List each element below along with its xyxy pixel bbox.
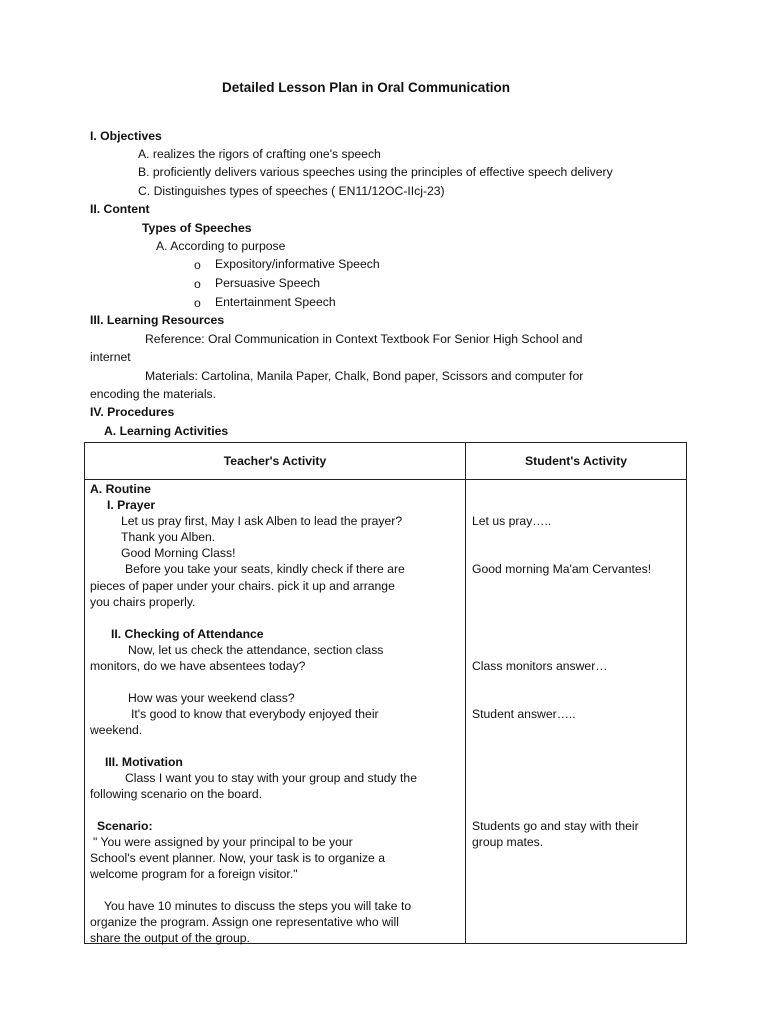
resources-heading: III. Learning Resources: [90, 313, 225, 327]
content-bullet-3: Entertainment Speech: [215, 295, 336, 309]
content-topic: Types of Speeches: [142, 221, 252, 235]
table-row: [85, 480, 687, 944]
motivation-heading: III. Motivation: [105, 755, 183, 769]
materials-line-2: encoding the materials.: [90, 387, 217, 401]
reference-line-1: Reference: Oral Communication in Context Textbook For Senior High School and: [145, 332, 583, 346]
objective-b: B. proficiently delivers various speeches using the principles of effective speech delivery: [138, 165, 613, 179]
student-line: Students go and stay with their: [472, 819, 639, 833]
routine-heading: A. Routine: [90, 482, 151, 496]
teacher-line: monitors, do we have absentees today?: [90, 659, 306, 673]
teacher-activity-cell: [85, 480, 466, 944]
teacher-line: Before you take your seats, kindly check if there are: [125, 562, 405, 576]
prayer-heading: I. Prayer: [107, 498, 156, 512]
content-bullet-2: Persuasive Speech: [215, 276, 321, 290]
teacher-line: you chairs properly.: [90, 595, 196, 609]
teacher-line: pieces of paper under your chairs. pick it up and arrange: [90, 579, 395, 593]
objectives-heading: I. Objectives: [90, 129, 162, 143]
student-line: group mates.: [472, 835, 544, 849]
procedures-heading: IV. Procedures: [90, 405, 175, 419]
content-heading: II. Content: [90, 202, 150, 216]
student-line: Good morning Ma'am Cervantes!: [472, 562, 652, 576]
teacher-line: " You were assigned by your principal to be your: [93, 835, 353, 849]
objective-a: A. realizes the rigors of crafting one's speech: [138, 147, 381, 161]
content-bullet-1: Expository/informative Speech: [215, 257, 380, 271]
bullet-icon: o: [194, 277, 201, 291]
learning-activities-table: [84, 442, 687, 944]
teacher-line: It's good to know that everybody enjoyed their: [131, 707, 379, 721]
teacher-line: share the output of the group.: [90, 931, 250, 945]
teacher-line: Thank you Alben.: [121, 530, 216, 544]
procedures-subheading: A. Learning Activities: [104, 424, 229, 438]
student-line: Student answer…..: [472, 707, 576, 721]
teacher-line: You have 10 minutes to discuss the steps you will take to: [104, 899, 412, 913]
table-header-row: [85, 443, 687, 480]
teacher-line: following scenario on the board.: [90, 787, 263, 801]
objective-c: C. Distinguishes types of speeches ( EN11/12OC-IIcj-23): [138, 184, 445, 198]
header-teacher-activity: Teacher's Activity: [85, 443, 466, 480]
header-student-activity: Student's Activity: [466, 443, 687, 480]
teacher-line: Let us pray first, May I ask Alben to lead the prayer?: [121, 514, 403, 528]
teacher-line: Class I want you to stay with your group and study the: [125, 771, 417, 785]
teacher-line: welcome program for a foreign visitor.": [90, 867, 298, 881]
teacher-line: School's event planner. Now, your task is to organize a: [90, 851, 385, 865]
student-activity-cell: [466, 480, 687, 944]
bullet-icon: o: [194, 258, 201, 272]
teacher-line: Now, let us check the attendance, section class: [128, 643, 384, 657]
teacher-line: Good Morning Class!: [121, 546, 236, 560]
student-line: Class monitors answer…: [472, 659, 608, 673]
page-title: Detailed Lesson Plan in Oral Communication: [222, 80, 511, 95]
materials-line-1: Materials: Cartolina, Manila Paper, Chalk, Bond paper, Scissors and computer for: [145, 369, 584, 383]
teacher-line: weekend.: [90, 723, 143, 737]
content-subheading: A. According to purpose: [156, 239, 286, 253]
teacher-line: organize the program. Assign one representative who will: [90, 915, 399, 929]
attendance-heading: II. Checking of Attendance: [111, 627, 264, 641]
reference-line-2: internet: [90, 350, 131, 364]
bullet-icon: o: [194, 296, 201, 310]
teacher-line: How was your weekend class?: [128, 691, 295, 705]
scenario-heading: Scenario:: [97, 819, 153, 833]
student-line: Let us pray…..: [472, 514, 552, 528]
